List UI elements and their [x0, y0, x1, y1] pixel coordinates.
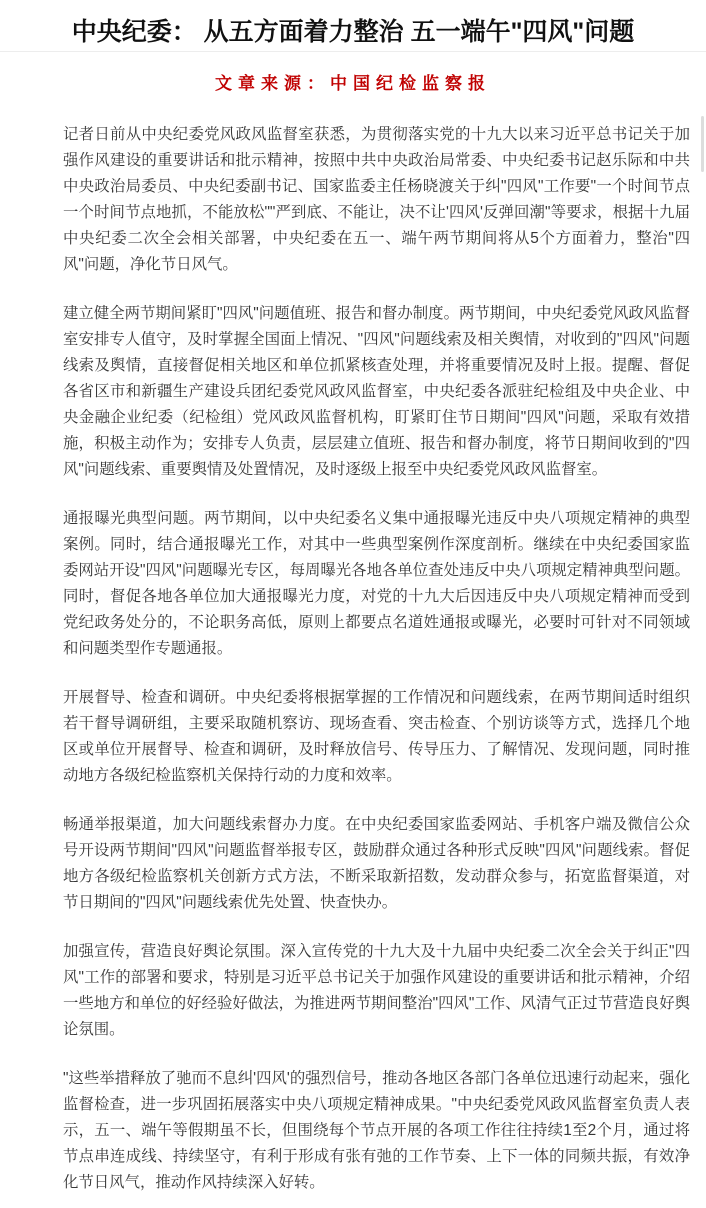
- article-paragraph-7: "这些举措释放了驰而不息纠'四风'的强烈信号，推动各地区各部门各单位迅速行动起来，强化监督检查，进一步巩固拓展落实中央八项规定精神成果。"中央纪委党风政风监督室负责人表示，五一、端午等假期虽不长，但围绕每个节点开展的各项工作往往持续1至2个月，通过将节点串连成线、持续坚守，有利于形成有张有弛的工作节奏、上下一体的同频共振，有效净化节日风气，推动作风持续深入好转。: [63, 1070, 690, 1191]
- scrollbar-thumb[interactable]: [701, 116, 704, 172]
- article-paragraph-5: 畅通举报渠道，加大问题线索督办力度。在中央纪委国家监委网站、手机客户端及微信公众号开设两节期间"四风"问题监督举报专区，鼓励群众通过各种形式反映"四风"问题线索。督促地方各级纪检监察机关创新方式方法，不断采取新招数，发动群众参与，拓宽监督渠道，对节日期间的"四风"问题线索优先处置、快查快办。: [63, 816, 690, 911]
- page-title: 中央纪委： 从五方面着力整治 五一端午"四风"问题: [71, 18, 635, 46]
- article-paragraph-2: 建立健全两节期间紧盯"四风"问题值班、报告和督办制度。两节期间，中央纪委党风政风监督室安排专人值守，及时掌握全国面上情况、"四风"问题线索及相关舆情，对收到的"四风"问题线索及舆情，直接督促相关地区和单位抓紧核查处理，并将重要情况及时上报。提醒、督促各省区市和新疆生产建设兵团纪委党风政风监督室，中央纪委各派驻纪检组及中央企业、中央金融企业纪委（纪检组）党风政风监督机构，盯紧盯住节日期间"四风"问题，采取有效措施，积极主动作为；安排专人负责，层层建立值班、报告和督办制度，将节日期间收到的"四风"问题线索、重要舆情及处置情况，及时逐级上报至中央纪委党风政风监督室。: [63, 305, 690, 478]
- article-paragraph-1: 记者日前从中央纪委党风政风监督室获悉，为贯彻落实党的十九大以来习近平总书记关于加强作风建设的重要讲话和批示精神，按照中共中央政治局常委、中央纪委书记赵乐际和中共中央政治局委员、中央纪委副书记、国家监委主任杨晓渡关于纠"四风"工作要"一个时间节点一个时间节点地抓，不能放松""严到底、不能让，决不让'四风'反弹回潮"等要求，根据十九届中央纪委二次全会相关部署，中央纪委在五一、端午两节期间将从5个方面着力，整治"四风"问题，净化节日风气。: [63, 126, 690, 273]
- article-source-line: 文章来源：中国纪检监察报: [215, 74, 491, 93]
- article-paragraph-6: 加强宣传，营造良好舆论氛围。深入宣传党的十九大及十九届中央纪委二次全会关于纠正"四风"工作的部署和要求，特别是习近平总书记关于加强作风建设的重要讲话和批示精神，介绍一些地方和单位的好经验好做法，为推进两节期间整治"四风"工作、风清气正过节营造良好舆论氛围。: [63, 943, 690, 1038]
- article-body: [63, 122, 690, 1196]
- article-paragraph-3: 通报曝光典型问题。两节期间，以中央纪委名义集中通报曝光违反中央八项规定精神的典型案例。同时，结合通报曝光工作，对其中一些典型案例作深度剖析。继续在中央纪委国家监委网站开设"四风"问题曝光专区，每周曝光各地各单位查处违反中央八项规定精神典型问题。同时，督促各地各单位加大通报曝光力度，对党的十九大后因违反中央八项规定精神而受到党纪政务处分的，不论职务高低，原则上都要点名道姓通报或曝光，必要时可针对不同领域和问题类型作专题通报。: [63, 510, 690, 657]
- title-divider: [0, 51, 706, 52]
- article-paragraph-4: 开展督导、检查和调研。中央纪委将根据掌握的工作情况和问题线索，在两节期间适时组织若干督导调研组，主要采取随机察访、现场查看、突击检查、个别访谈等方式，选择几个地区或单位开展督导、检查和调研，及时释放信号、传导压力、了解情况、发现问题，同时推动地方各级纪检监察机关保持行动的力度和效率。: [63, 689, 690, 784]
